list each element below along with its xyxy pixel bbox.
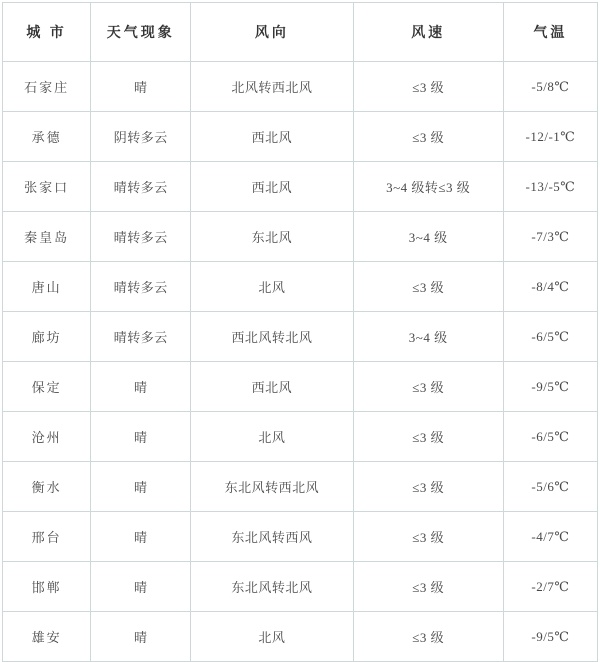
cell-wind-speed: ≤3 级 [353, 112, 503, 162]
column-header-wind-direction: 风向 [191, 3, 353, 62]
cell-wind-direction: 北风 [191, 612, 353, 662]
cell-wind-speed: ≤3 级 [353, 62, 503, 112]
cell-wind-direction: 西北风转北风 [191, 312, 353, 362]
cell-city: 张家口 [3, 162, 91, 212]
cell-wind-direction: 东北风转西北风 [191, 462, 353, 512]
cell-temperature: -4/7℃ [503, 512, 597, 562]
table-header-row [3, 3, 598, 62]
cell-temperature: -8/4℃ [503, 262, 597, 312]
table-row [3, 162, 598, 212]
cell-temperature: -6/5℃ [503, 312, 597, 362]
cell-wind-speed: 3~4 级 [353, 212, 503, 262]
cell-phenomenon: 晴 [91, 412, 191, 462]
cell-temperature: -7/3℃ [503, 212, 597, 262]
cell-city: 保定 [3, 362, 91, 412]
cell-wind-direction: 北风 [191, 412, 353, 462]
cell-city: 廊坊 [3, 312, 91, 362]
cell-phenomenon: 阴转多云 [91, 112, 191, 162]
cell-phenomenon: 晴转多云 [91, 312, 191, 362]
column-header-city: 城 市 [3, 3, 91, 62]
cell-wind-speed: ≤3 级 [353, 362, 503, 412]
cell-city: 秦皇岛 [3, 212, 91, 262]
cell-city: 承德 [3, 112, 91, 162]
cell-city: 衡水 [3, 462, 91, 512]
cell-wind-direction: 西北风 [191, 162, 353, 212]
cell-city: 雄安 [3, 612, 91, 662]
table-row [3, 412, 598, 462]
table-row [3, 462, 598, 512]
cell-wind-speed: ≤3 级 [353, 462, 503, 512]
cell-wind-direction: 东北风转北风 [191, 562, 353, 612]
table-row [3, 212, 598, 262]
table-row [3, 612, 598, 662]
cell-city: 沧州 [3, 412, 91, 462]
cell-wind-speed: 3~4 级 [353, 312, 503, 362]
cell-wind-speed: ≤3 级 [353, 512, 503, 562]
cell-wind-direction: 北风 [191, 262, 353, 312]
cell-phenomenon: 晴 [91, 362, 191, 412]
cell-temperature: -6/5℃ [503, 412, 597, 462]
cell-wind-speed: ≤3 级 [353, 612, 503, 662]
cell-temperature: -9/5℃ [503, 612, 597, 662]
column-header-wind-speed: 风速 [353, 3, 503, 62]
cell-temperature: -5/8℃ [503, 62, 597, 112]
cell-phenomenon: 晴 [91, 462, 191, 512]
cell-city: 石家庄 [3, 62, 91, 112]
cell-phenomenon: 晴转多云 [91, 162, 191, 212]
cell-wind-direction: 东北风 [191, 212, 353, 262]
cell-wind-speed: ≤3 级 [353, 562, 503, 612]
cell-city: 邢台 [3, 512, 91, 562]
cell-city: 邯郸 [3, 562, 91, 612]
weather-forecast-table [2, 2, 598, 662]
cell-temperature: -9/5℃ [503, 362, 597, 412]
table-row [3, 512, 598, 562]
cell-wind-speed: ≤3 级 [353, 262, 503, 312]
table-row [3, 562, 598, 612]
cell-wind-direction: 西北风 [191, 362, 353, 412]
cell-wind-speed: ≤3 级 [353, 412, 503, 462]
cell-wind-speed: 3~4 级转≤3 级 [353, 162, 503, 212]
table-row [3, 262, 598, 312]
table-header [3, 3, 598, 62]
cell-temperature: -2/7℃ [503, 562, 597, 612]
table-row [3, 312, 598, 362]
cell-temperature: -5/6℃ [503, 462, 597, 512]
cell-phenomenon: 晴 [91, 62, 191, 112]
cell-temperature: -12/-1℃ [503, 112, 597, 162]
table-row [3, 112, 598, 162]
cell-wind-direction: 东北风转西风 [191, 512, 353, 562]
cell-phenomenon: 晴 [91, 512, 191, 562]
cell-phenomenon: 晴 [91, 562, 191, 612]
cell-phenomenon: 晴转多云 [91, 212, 191, 262]
cell-phenomenon: 晴 [91, 612, 191, 662]
cell-city: 唐山 [3, 262, 91, 312]
column-header-phenomenon: 天气现象 [91, 3, 191, 62]
cell-phenomenon: 晴转多云 [91, 262, 191, 312]
table-row [3, 362, 598, 412]
cell-wind-direction: 北风转西北风 [191, 62, 353, 112]
table-row [3, 62, 598, 112]
table-body [3, 62, 598, 662]
cell-wind-direction: 西北风 [191, 112, 353, 162]
column-header-temperature: 气温 [503, 3, 597, 62]
cell-temperature: -13/-5℃ [503, 162, 597, 212]
